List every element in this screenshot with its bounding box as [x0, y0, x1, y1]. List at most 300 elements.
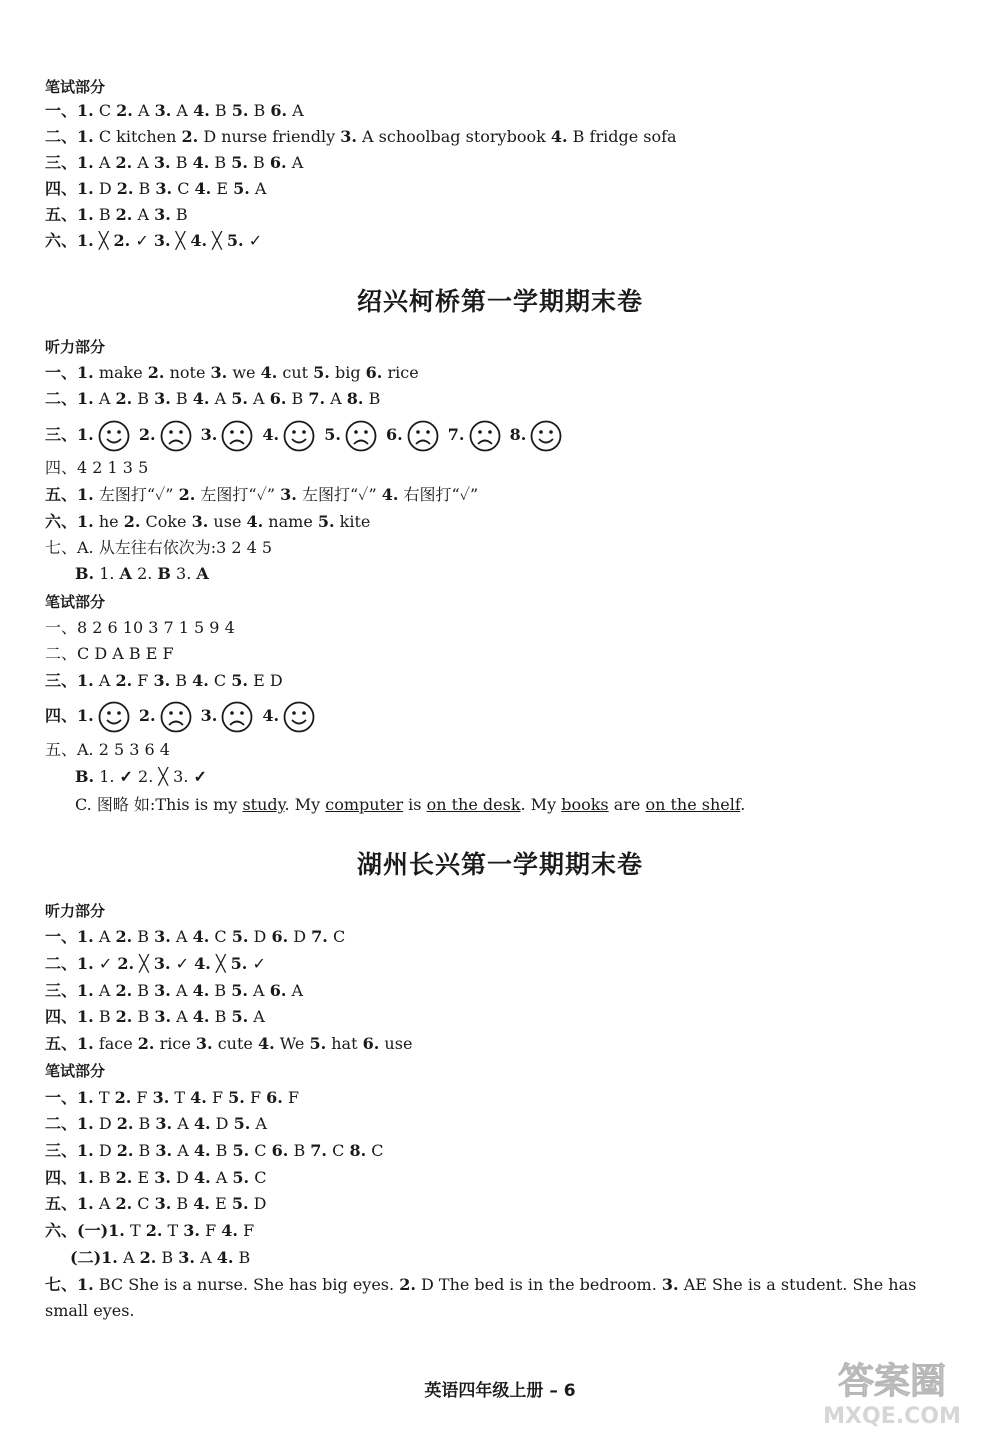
sentence-text: is: [403, 795, 427, 814]
answer-token: B: [138, 179, 151, 198]
watermark-url: MXQE.COM: [823, 1404, 961, 1429]
item-number: 4.: [190, 1088, 207, 1107]
answer-token: B: [137, 1007, 150, 1026]
item-number: 5.: [231, 1194, 249, 1213]
answer-token: ✓: [252, 954, 266, 973]
item-number: 6.: [270, 101, 288, 120]
answer-token: A: [175, 981, 188, 1000]
sentence-text: .: [740, 795, 746, 814]
answer-token: B: [214, 1007, 227, 1026]
sentence-text: are: [608, 795, 646, 814]
sentence-text: C. 图略 如:This is my: [75, 795, 243, 814]
item-number: 六、(一)1.: [45, 1221, 125, 1240]
item-number: 五、1.: [45, 1034, 94, 1053]
answer-token: A: [98, 671, 111, 690]
answer-token: ╳: [175, 231, 186, 250]
answer-line: small eyes.: [45, 1301, 135, 1320]
answer-token: C: [213, 671, 227, 690]
item-number: 5.: [231, 389, 248, 408]
item-number: 2.: [123, 512, 141, 531]
item-number: 四、1.: [45, 179, 94, 198]
item-number: 五、1.: [45, 1194, 94, 1213]
answer-line: [45, 1140, 383, 1162]
answer-token: F: [205, 1221, 217, 1240]
answer-token: D: [176, 1168, 189, 1187]
item-number: 7.: [311, 927, 328, 946]
item-number: 五、1.: [45, 205, 94, 224]
answer-token: C: [332, 927, 346, 946]
answer-token: A: [176, 1007, 188, 1026]
answer-token: B: [175, 671, 188, 690]
item-number: 5.: [232, 1168, 250, 1187]
answer-token: D: [98, 179, 112, 198]
answer-line: [45, 1220, 254, 1242]
answer-line: [45, 1193, 266, 1215]
item-number: 二、1.: [45, 954, 94, 973]
answer-token: F: [249, 1088, 262, 1107]
item-number: 2.: [113, 231, 131, 250]
answer-token: C: [254, 1141, 267, 1160]
answer-token: A: [254, 179, 267, 198]
answer-token: B fridge sofa: [572, 127, 677, 146]
answer-token: use: [384, 1034, 413, 1053]
answer-token: hat: [331, 1034, 358, 1053]
answer-token: B: [214, 981, 227, 1000]
answer-token: A: [98, 153, 111, 172]
answer-token: A: [330, 389, 342, 408]
item-number: 4.: [192, 389, 210, 408]
answer-line: [75, 766, 207, 788]
item-number: 2.: [115, 153, 133, 172]
item-number: 3.: [153, 954, 171, 973]
item-number: 4.: [262, 425, 280, 444]
item-number: 三、1.: [45, 153, 94, 172]
answer-token: D: [98, 1114, 112, 1133]
item-number: 2.: [116, 1141, 134, 1160]
answer-token: B: [253, 101, 266, 120]
item-number: 四、1.: [45, 1007, 94, 1026]
answer-token: 1.: [99, 564, 115, 583]
underlined-answer: on the shelf: [645, 795, 741, 814]
answer-token: he: [98, 512, 119, 531]
item-number: 3.: [280, 485, 297, 504]
item-number: 3.: [154, 981, 171, 1000]
answer-token: face: [98, 1034, 133, 1053]
answer-token: F: [136, 1088, 148, 1107]
item-number: 1.: [77, 706, 94, 725]
item-number: 5.: [313, 363, 330, 382]
face-answer-line: [45, 699, 319, 733]
answer-line: [45, 1006, 265, 1028]
item-number: 2.: [114, 1088, 132, 1107]
answer-line-underlined: [75, 794, 745, 816]
answer-token: E: [137, 1168, 150, 1187]
answer-token: AE She is a student. She has: [683, 1275, 917, 1294]
item-number: 4.: [192, 981, 210, 1000]
answer-token: ✓: [248, 231, 263, 250]
item-number: 3.: [155, 1141, 173, 1160]
answer-line: 七、A. 从左往右依次为:3 2 4 5: [45, 538, 273, 557]
item-number: 三、: [45, 425, 78, 444]
answer-token: E D: [253, 671, 283, 690]
answer-token: D: [253, 1194, 267, 1213]
answer-token: B: [98, 1007, 111, 1026]
item-number: 2.: [115, 927, 133, 946]
item-number: 5.: [233, 179, 250, 198]
item-number: 2.: [138, 706, 156, 725]
sad-face-icon: [221, 420, 253, 452]
item-number: 6.: [365, 363, 383, 382]
item-number: 6.: [271, 927, 289, 946]
sad-face-icon: [345, 420, 377, 452]
item-number: 6.: [269, 981, 287, 1000]
item-number: 2.: [116, 1114, 134, 1133]
answer-token: B: [291, 389, 304, 408]
answer-token: note: [169, 363, 206, 382]
item-number: 4.: [381, 485, 399, 504]
answer-token: C kitchen: [98, 127, 177, 146]
item-number: 2.: [116, 101, 133, 120]
item-number: 5.: [309, 1034, 327, 1053]
item-number: 3.: [153, 671, 171, 690]
answer-token: C: [332, 1141, 345, 1160]
item-number: 一、1.: [45, 363, 94, 382]
answer-token: A: [177, 1141, 189, 1160]
item-number: 6.: [269, 153, 287, 172]
answer-token: D: [215, 1114, 229, 1133]
answer-token: B: [368, 389, 381, 408]
item-number: 三、1.: [45, 981, 94, 1000]
item-number: 4.: [550, 127, 568, 146]
item-number: 1.: [77, 425, 94, 444]
answer-token: ╳: [212, 231, 222, 250]
answer-line: [45, 1167, 266, 1189]
answer-line: [75, 563, 209, 585]
answer-line: [45, 511, 370, 533]
item-number: 3.: [191, 512, 209, 531]
item-number: 4.: [260, 363, 278, 382]
answer-token: A: [253, 1007, 265, 1026]
item-number: B.: [75, 767, 95, 786]
item-number: 3.: [340, 127, 357, 146]
item-number: 4.: [193, 1114, 211, 1133]
answer-line: [45, 484, 478, 506]
answer-token: A: [214, 389, 227, 408]
answer-line: [45, 1087, 299, 1109]
item-number: 3.: [154, 1168, 171, 1187]
answer-token: A: [98, 927, 111, 946]
item-number: 2.: [115, 671, 133, 690]
answer-token: kite: [339, 512, 371, 531]
item-number: (二)1.: [70, 1248, 118, 1267]
answer-token: F: [211, 1088, 224, 1107]
answer-line: 四、4 2 1 3 5: [45, 458, 149, 477]
item-number: 4.: [190, 231, 208, 250]
answer-token: 3.: [176, 564, 192, 583]
answer-token: A: [176, 101, 188, 120]
answer-token: B: [238, 1248, 251, 1267]
item-number: 3.: [183, 1221, 200, 1240]
answer-token: C: [371, 1141, 384, 1160]
answer-token: B: [137, 389, 150, 408]
item-number: 6.: [386, 425, 403, 444]
exam-title: 绍兴柯桥第一学期期末卷: [356, 287, 643, 316]
page-footer: 英语四年级上册 – 6: [424, 1381, 576, 1401]
answer-token: A: [137, 101, 150, 120]
item-number: 5.: [226, 231, 244, 250]
answer-token: A: [98, 389, 111, 408]
answer-token: ✓: [175, 954, 190, 973]
item-number: 六、1.: [45, 231, 94, 250]
item-number: 5.: [233, 1114, 251, 1133]
answer-line: 二、C D A B E F: [45, 644, 174, 663]
answer-token: A: [253, 981, 265, 1000]
item-number: 3.: [200, 706, 218, 725]
item-number: 3.: [155, 1114, 173, 1133]
answer-token: T: [98, 1088, 110, 1107]
answer-token: Coke: [145, 512, 187, 531]
answer-token: B: [293, 1141, 306, 1160]
smiley-face-icon: [530, 420, 562, 452]
answer-line: [45, 230, 262, 252]
answer-token: C: [214, 927, 227, 946]
item-number: 二、1.: [45, 389, 94, 408]
answer-token: B: [214, 101, 227, 120]
answer-line: [45, 670, 283, 692]
sad-face-icon: [469, 420, 501, 452]
answer-token: F: [287, 1088, 300, 1107]
section-heading-written: 笔试部分: [45, 78, 106, 96]
answer-token: C: [254, 1168, 267, 1187]
answer-token: A: [291, 153, 304, 172]
section-heading-listening: 听力部分: [45, 902, 106, 920]
item-number: 8.: [349, 1141, 367, 1160]
item-number: 4.: [194, 179, 212, 198]
answer-token: F: [137, 671, 149, 690]
item-number: 3.: [154, 1194, 172, 1213]
answer-token: D: [98, 1141, 112, 1160]
item-number: 5.: [317, 512, 335, 531]
item-number: 七、1.: [45, 1275, 94, 1294]
answer-token: A: [137, 205, 150, 224]
item-number: 4.: [193, 1141, 211, 1160]
answer-token: A: [98, 981, 111, 1000]
item-number: 3.: [154, 927, 171, 946]
answer-token: ╳: [215, 954, 226, 973]
item-number: 3.: [178, 1248, 195, 1267]
item-number: 5.: [231, 153, 248, 172]
item-number: 5.: [231, 101, 249, 120]
answer-line: [45, 926, 345, 948]
item-number: 4.: [193, 1168, 211, 1187]
item-number: 3.: [195, 1034, 213, 1053]
item-number: 4.: [257, 1034, 275, 1053]
item-number: 3.: [153, 231, 171, 250]
item-number: 4.: [192, 671, 209, 690]
item-number: 3.: [661, 1275, 679, 1294]
item-number: 5.: [324, 425, 341, 444]
item-number: 2.: [117, 954, 135, 973]
answer-token: B: [175, 153, 188, 172]
item-number: 一、1.: [45, 1088, 94, 1107]
item-number: 五、1.: [45, 485, 94, 504]
answer-token: A: [122, 1248, 135, 1267]
item-number: 8.: [346, 389, 364, 408]
item-number: 4.: [194, 954, 211, 973]
answer-token: A: [255, 1114, 267, 1133]
answer-token: D The bed is in the bedroom.: [420, 1275, 657, 1294]
item-number: 2.: [139, 1248, 157, 1267]
item-number: B.: [75, 564, 95, 583]
answer-token: D: [293, 927, 307, 946]
item-number: 2.: [115, 1194, 133, 1213]
sad-face-icon: [407, 420, 439, 452]
answer-token: 左图打“✓”: [301, 485, 377, 504]
item-number: A: [119, 564, 132, 583]
item-number: 2.: [399, 1275, 416, 1294]
item-number: 六、1.: [45, 512, 94, 531]
item-number: 5.: [231, 671, 248, 690]
answer-token: E: [216, 179, 229, 198]
watermark-logo: [800, 1355, 985, 1430]
answer-token: A: [175, 927, 188, 946]
smiley-face-icon: [98, 701, 130, 733]
answer-token: 1.: [99, 767, 115, 786]
answer-token: B: [215, 1141, 228, 1160]
sad-face-icon: [160, 701, 192, 733]
answer-token: B: [98, 205, 111, 224]
underlined-answer: on the desk: [426, 795, 521, 814]
item-number: 2.: [115, 205, 133, 224]
answer-token: we: [232, 363, 256, 382]
underlined-answer: books: [561, 795, 609, 814]
item-number: 3.: [155, 179, 173, 198]
item-number: 5.: [228, 1088, 245, 1107]
answer-line: [45, 362, 419, 384]
answer-token: A: [215, 1168, 228, 1187]
item-number: 2.: [137, 1034, 155, 1053]
answer-line: [45, 1274, 916, 1296]
item-number: B: [157, 564, 171, 583]
item-number: 6.: [269, 389, 287, 408]
item-number: 2.: [115, 389, 133, 408]
item-number: 4.: [221, 1221, 238, 1240]
answer-token: A: [291, 981, 304, 1000]
answer-line: [70, 1247, 250, 1269]
item-number: 3.: [153, 153, 171, 172]
answer-token: rice: [159, 1034, 191, 1053]
answer-line: [45, 388, 380, 410]
answer-token: B: [137, 981, 150, 1000]
item-number: 4.: [192, 1007, 210, 1026]
answer-token: C: [177, 179, 190, 198]
answer-token: E: [215, 1194, 227, 1213]
item-number: 4.: [246, 512, 264, 531]
answer-line: [45, 980, 303, 1002]
smiley-face-icon: [283, 420, 315, 452]
answer-token: use: [213, 512, 242, 531]
exam-title: 湖州长兴第一学期期末卷: [356, 850, 643, 879]
answer-token: name: [268, 512, 313, 531]
answer-token: B: [253, 153, 265, 172]
answer-token: ✓: [135, 231, 149, 250]
item-number: 4.: [192, 153, 210, 172]
smiley-face-icon: [283, 701, 315, 733]
item-number: 6.: [266, 1088, 283, 1107]
answer-token: B: [98, 1168, 111, 1187]
answer-token: A: [98, 1194, 111, 1213]
section-heading-written: 笔试部分: [45, 1062, 106, 1080]
answer-token: T: [174, 1088, 186, 1107]
sad-face-icon: [221, 701, 253, 733]
answer-line: [45, 953, 266, 975]
item-number: 5.: [231, 981, 248, 1000]
answer-token: B: [137, 927, 150, 946]
answer-token: 左图打“✓”: [200, 485, 276, 504]
answer-line: [45, 204, 188, 226]
answer-token: A: [200, 1248, 212, 1267]
answer-token: T: [167, 1221, 179, 1240]
answer-token: 左图打“✓”: [98, 485, 174, 504]
item-number: 7.: [310, 1141, 327, 1160]
answer-token: cute: [217, 1034, 253, 1053]
item-number: 5.: [232, 1141, 250, 1160]
item-number: 2.: [178, 485, 196, 504]
item-number: 2.: [138, 425, 156, 444]
answer-token: 3.: [173, 767, 189, 786]
item-number: 3.: [210, 363, 228, 382]
smiley-face-icon: [98, 420, 130, 452]
item-number: 7.: [308, 389, 326, 408]
answer-token: ╳: [139, 954, 149, 973]
answer-token: ✓: [98, 954, 113, 973]
item-number: 4.: [193, 1194, 210, 1213]
answer-token: A: [177, 1114, 189, 1133]
item-number: ╳: [158, 767, 169, 786]
answer-token: make: [98, 363, 143, 382]
item-number: 3.: [154, 389, 171, 408]
item-number: 6.: [362, 1034, 380, 1053]
item-number: 3.: [152, 1088, 170, 1107]
item-number: 二、1.: [45, 127, 94, 146]
item-number: 4.: [193, 101, 210, 120]
item-number: 二、1.: [45, 1114, 94, 1133]
answer-line: [45, 152, 303, 174]
underlined-answer: study: [242, 795, 285, 814]
answer-token: 右图打“✓”: [403, 485, 479, 504]
sentence-text: My: [525, 795, 562, 814]
item-number: A: [196, 564, 209, 583]
answer-token: F: [243, 1221, 255, 1240]
item-number: 3.: [200, 425, 218, 444]
item-number: 三、1.: [45, 671, 94, 690]
section-heading-listening: 听力部分: [45, 338, 106, 356]
item-number: 2.: [181, 127, 199, 146]
answer-line: [45, 100, 304, 122]
item-number: 2.: [115, 981, 133, 1000]
item-number: 3.: [154, 101, 172, 120]
underlined-answer: computer: [325, 795, 404, 814]
answer-token: B: [214, 153, 227, 172]
answer-line: 五、A. 2 5 3 6 4: [45, 740, 170, 759]
item-number: 2.: [115, 1007, 133, 1026]
item-number: 5.: [231, 927, 249, 946]
answer-token: We: [279, 1034, 305, 1053]
answer-token: big: [334, 363, 361, 382]
answer-token: ╳: [98, 231, 109, 250]
answer-token: B: [161, 1248, 174, 1267]
answer-token: BC She is a nurse. She has big eyes.: [98, 1275, 395, 1294]
